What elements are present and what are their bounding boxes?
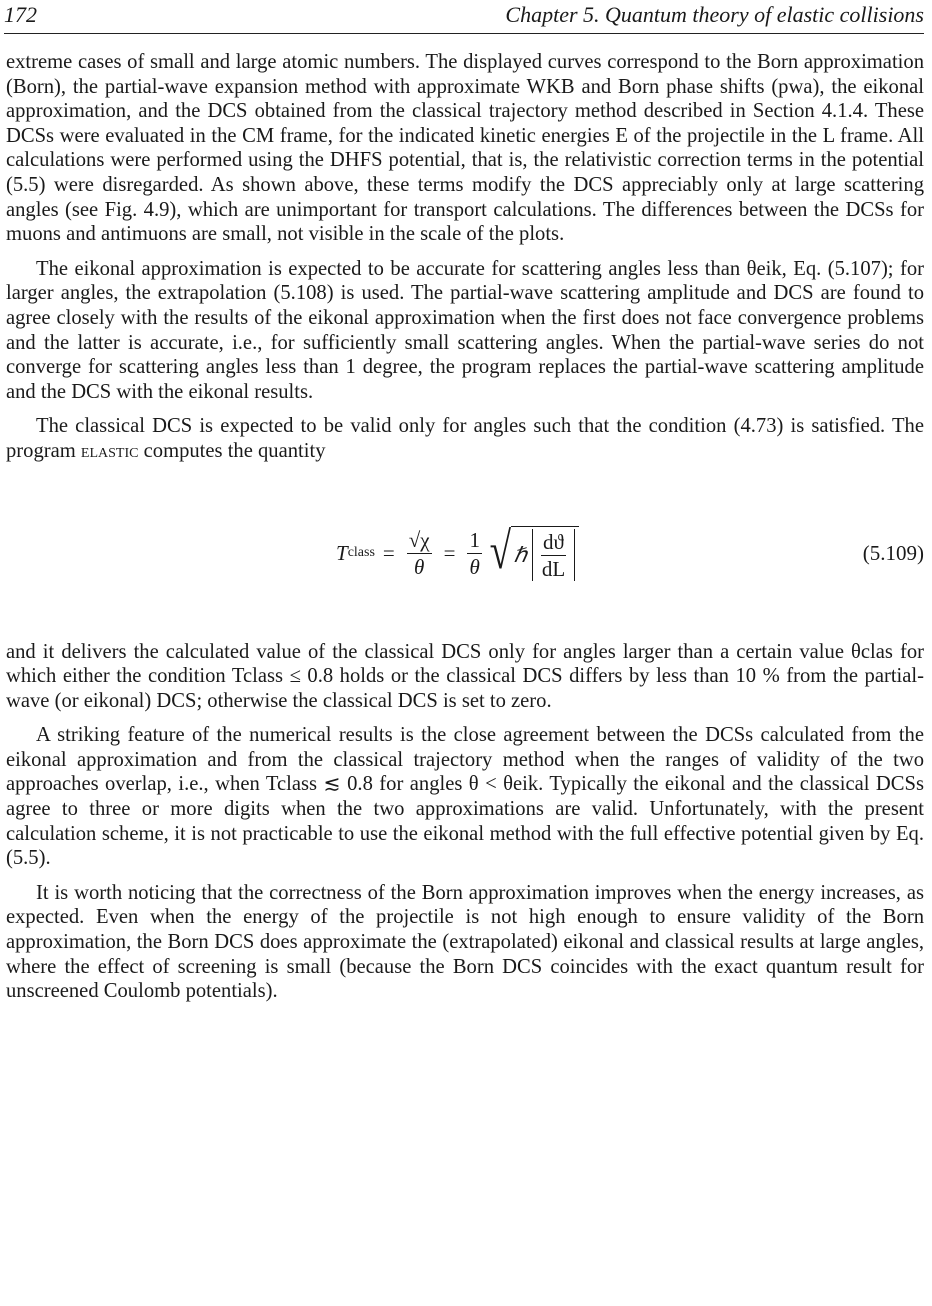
paragraph-1: extreme cases of small and large atomic numbers. The displayed curves correspond to the Born approximation (Born), the partial-wave expansion method with approximate WKB and Born phase shifts (pwa), the eikonal approximation, and the DCS obtained from the classical trajectory method described in Section 4.1.4. These DCSs were evaluated in the CM frame, for the indicated kinetic energies E of the projectile in the L frame. All calculations were performed using the DHFS potential, that is, the relativistic correction terms in the potential (5.5) were disregarded. As shown above, these terms modify the DCS appreciably only at large scattering angles (see Fig. 4.9), which are unimportant for transport calculations. The differences between the DCSs for muons and antimuons are small, not visible in the scale of the plots. — [6, 51, 924, 246]
program-name: elastic — [80, 439, 139, 462]
paragraph-6: It is worth noticing that the correctness of the Born approximation improves when the energy increases, as expected. Even when the energy of the projectile is not high enough to ensure validity of the Born approximation, the Born DCS does approximate the (extrapolated) eikonal and classical results at large angles, where the effect of screening is small (because the Born DCS coincides with the exact quantum result for unscreened Coulomb potentials). — [6, 881, 924, 1003]
equation-number: (5.109) — [862, 541, 924, 566]
running-header — [4, 2, 924, 32]
eq-fraction-1 — [407, 528, 432, 579]
header-rule — [4, 33, 924, 34]
paragraph-5: A striking feature of the numerical results is the close agreement between the DCSs calculated from the eikonal approximation and from the classical trajectory method when the ranges of validity of the two approaches overlap, i.e., when Tclass ≲ 0.8 for angles θ < θeik. Typically the eikonal and the classical DCSs agree to three or more digits when the two approximations are valid. Unfortunately, with the present calculation scheme, it is not practicable to use the eikonal method with the full effective potential given by Eq. (5.5). — [6, 724, 924, 870]
eq-radicand — [511, 526, 580, 581]
eq-fraction-1-numerator: √χ — [408, 528, 430, 552]
paragraph-3-text-b: computes the quantity — [138, 439, 326, 462]
paragraph-4: and it delivers the calculated value of the classical DCS only for angles larger than a certain value θclas for which either the condition Tclass ≤ 0.8 holds or the classical DCS differs by less than 10 % from the partial-wave (or eikonal) DCS; otherwise the classical DCS is set to zero. — [6, 640, 924, 712]
eq-fraction-3 — [540, 530, 567, 581]
eq-square-root — [486, 523, 579, 581]
eq-fraction-2-numerator: 1 — [469, 528, 480, 552]
chapter-title: Chapter 5. Quantum theory of elastic collisions — [505, 2, 924, 27]
eq-fraction-2-denominator: θ — [469, 555, 480, 579]
eq-equals-2: = — [443, 541, 456, 566]
paragraph-3-text-a: The classical DCS is expected to be valid only for angles such that the condition (4.73) is satisfied. The program — [6, 415, 924, 462]
paragraph-3 — [6, 414, 924, 463]
paragraph-2: The eikonal approximation is expected to be accurate for scattering angles less than θeik, Eq. (5.107); for larger angles, the extrapolation (5.108) is used. The partial-wave scattering amplitude and DCS are found to agree closely with the results of the eikonal approximation when the first does not face convergence problems and the latter is accurate, i.e., for sufficiently small scattering angles. When the partial-wave series do not converge for scattering angles less than 1 degree, the program replaces the partial-wave scattering amplitude and the DCS with the eikonal results. — [6, 257, 924, 403]
eq-lhs-subscript: class — [347, 545, 375, 561]
eq-fraction-2 — [467, 528, 482, 579]
radical-sign: √ — [489, 523, 511, 580]
page-number: 172 — [4, 2, 37, 27]
eq-lhs-symbol: T — [336, 541, 348, 566]
eq-fraction-3-denominator: dL — [541, 556, 566, 581]
eq-fraction-1-denominator: θ — [414, 555, 425, 579]
eq-fraction-3-numerator: dϑ — [543, 529, 564, 554]
body-text — [6, 50, 924, 1014]
eq-hbar: ℏ — [513, 542, 527, 567]
equation-formula — [336, 512, 579, 596]
equation-5-109 — [6, 512, 924, 596]
eq-equals-1: = — [382, 541, 395, 566]
eq-absolute-value — [532, 529, 575, 581]
